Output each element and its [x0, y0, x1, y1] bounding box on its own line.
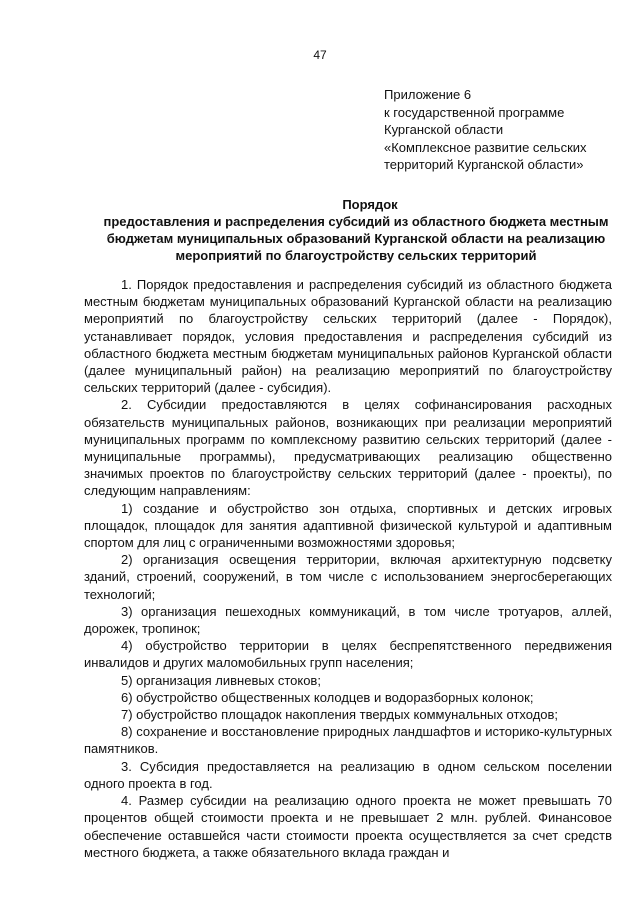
document-body — [84, 276, 612, 861]
annex-line: Приложение 6 — [384, 87, 472, 102]
paragraph: 1. Порядок предоставления и распределения субсидий из областного бюджета местным бюджетам муниципальных образований Курганской области на реализацию мероприятий по благоустройству сельских территорий (далее - Порядок), устанавливает порядок, условия предоставления и распределения субсидий из областного бюджета местным бюджетам муниципальных районов Курганской области (далее муниципальный район) на реализацию мероприятий по благоустройству сельских территорий (далее - субсидия). — [84, 277, 612, 396]
annex-block — [384, 86, 624, 174]
paragraph: 2. Субсидии предоставляются в целях софинансирования расходных обязательств муниципальных районов, возникающих при реализации мероприятий муниципальных программ по комплексному развитию сельских территорий (далее - муниципальные программы), предусматривающих реализацию общественно значимых проектов по благоустройству сельских территорий (далее - проекты), по следующим направлениям: — [84, 397, 612, 499]
paragraph: 2) организация освещения территории, включая архитектурную подсветку зданий, строений, сооружений, в том числе с использованием энергосберегающих технологий; — [84, 552, 612, 602]
document-heading — [100, 196, 610, 264]
annex-line: территорий Курганской области» — [384, 157, 584, 172]
paragraph: 3. Субсидия предоставляется на реализацию в одном сельском поселении одного проекта в год. — [84, 758, 612, 791]
paragraph: 1) создание и обустройство зон отдыха, спортивных и детских игровых площадок, площадок для занятия адаптивной физической культурой и адаптивным спортом для лиц с ограниченными возможностями здоровья; — [84, 500, 612, 551]
annex-line: «Комплексное развитие сельских — [384, 139, 587, 155]
paragraph: 5) организация ливневых стоков; — [121, 672, 321, 688]
paragraph: 8) сохранение и восстановление природных ландшафтов и историко-культурных памятников. — [84, 724, 612, 757]
paragraph: 7) обустройство площадок накопления твердых коммунальных отходов; — [121, 707, 559, 723]
heading-title: Порядок — [342, 197, 398, 212]
paragraph: 3) организация пешеходных коммуникаций, в том числе тротуаров, аллей, дорожек, тропинок; — [84, 603, 612, 637]
paragraph: 4) обустройство территории в целях беспрепятственного передвижения инвалидов и других маломобильных групп населения; — [84, 638, 612, 671]
paragraph: 6) обустройство общественных колодцев и водоразборных колонок; — [121, 689, 534, 705]
annex-line: к государственной программе — [384, 104, 565, 120]
annex-line: Курганской области — [384, 122, 504, 137]
paragraph: 4. Размер субсидии на реализацию одного проекта не может превышать 70 процентов общей стоимости проекта и не превышает 2 млн. рублей. Финансовое обеспечение оставшейся части стоимости проекта осуществляется за счет средств местного бюджета, а также обязательного вклада граждан и — [84, 793, 612, 860]
page-number: 47 — [313, 48, 327, 62]
heading-subtitle: предоставления и распределения субсидий из областного бюджета местным бюджетам муниципальных образований Курганской области на реализацию мероприятий по благоустройству сельских территорий — [103, 214, 609, 263]
